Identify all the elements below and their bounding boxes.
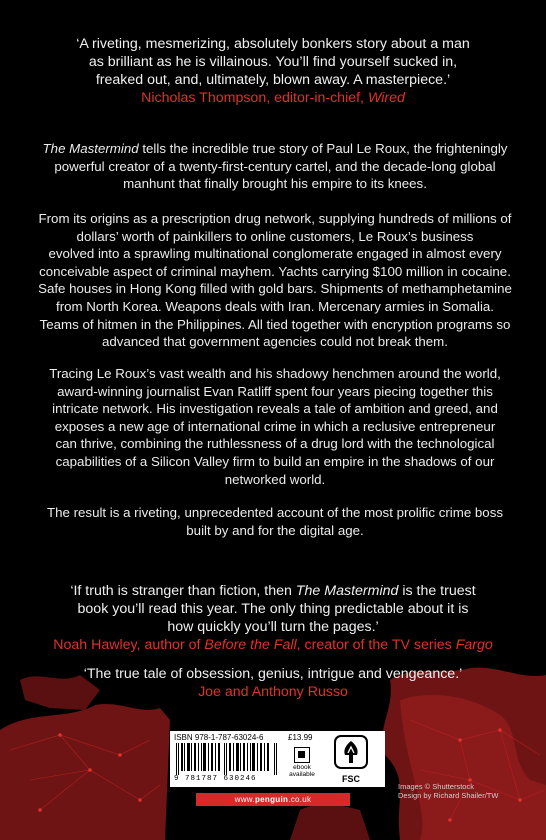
isbn-label: ISBN 978-1-787-63024-6 (174, 733, 264, 742)
quote-attribution: Joe and Anthony Russo (198, 684, 348, 700)
book-title-inline: The Mastermind (42, 141, 139, 156)
review-quote-wired (30, 35, 516, 107)
blurb-line: built by and for the digital age. (186, 522, 364, 538)
quote-line: ‘A riveting, mesmerizing, absolutely bonkers story about a man (76, 36, 470, 52)
ebook-label: ebook (293, 764, 311, 771)
blurb-line: Safe houses in Hong Kong filled with gold bars. Shipments of methamphetamine (38, 281, 512, 297)
blurb-line: The result is a riveting, unprecedented account of the most prolific crime boss (46, 505, 503, 520)
quote-line: freaked out, and, ultimately, blown away. A masterpiece.’ (95, 72, 451, 88)
blurb-text: tells the incredible true story of Paul Le Roux, the frighteningly (138, 141, 508, 156)
quote-text: is the truest (398, 583, 476, 599)
price-label: £13.99 (288, 733, 313, 742)
quote-attribution (30, 636, 516, 654)
blurb-paragraph-3 (30, 365, 520, 488)
url-brand: penguin (254, 795, 289, 804)
blurb-line: conceivable aspect of criminal mayhem. Yachts carrying $100 million in cocaine. (39, 263, 511, 279)
attribution-publication: Wired (367, 90, 405, 106)
quote-line (30, 582, 516, 600)
blurb-line: from North Korea. Weapons deals with Iran. Mercenary armies in Somalia. (56, 298, 494, 314)
blurb-line: powerful creator of a twenty-first-century cartel, and the decade-long global (54, 158, 496, 174)
blurb-line: capabilities of a Silicon Valley firm to build an empire in the shadows of our (55, 453, 495, 469)
url-suffix: .co.uk (288, 795, 312, 804)
quote-line: as brilliant as he is villainous. You’ll find yourself sucked in, (88, 54, 458, 70)
barcode-panel (170, 731, 385, 787)
image-credit: Images © Shutterstock (398, 782, 474, 791)
attribution-name: Noah Hawley, author of (53, 637, 205, 653)
blurb-line: Teams of hitmen in the Philippines. All tied together with encryption programs so (39, 316, 511, 332)
blurb-line: evolved into a sprawling multinational conglomerate engaged in almost every (48, 246, 502, 262)
cover-credits (398, 782, 498, 800)
barcode-digits: 9 781787 630246 (174, 775, 257, 783)
ebook-badge (288, 747, 316, 783)
blurb-paragraph-4 (30, 504, 520, 539)
barcode-graphic (174, 743, 282, 775)
url-prefix: www. (234, 795, 255, 804)
quote-text: ‘If truth is stranger than fiction, then (70, 583, 296, 599)
publisher-url[interactable] (196, 793, 350, 806)
blurb-intro (30, 140, 520, 193)
blurb-line: award-winning journalist Evan Ratliff spent four years piecing together this (57, 383, 493, 399)
blurb-line: networked world. (224, 471, 326, 487)
fsc-tree-icon (334, 735, 368, 769)
blurb-line: intricate network. His investigation reveals a tale of ambition and greed, and (52, 401, 498, 417)
ebook-label-2: available (289, 771, 315, 778)
blurb-paragraph-2 (30, 210, 520, 351)
ebook-icon (294, 747, 310, 763)
design-credit: Design by Richard Shailer/TW (398, 791, 499, 800)
review-quote-hawley (30, 582, 516, 654)
blurb-line: exposes a new age of international crime in which a reclusive entrepreneur (54, 418, 496, 434)
fsc-label: FSC (342, 774, 360, 784)
attribution-text: , creator of the TV series (296, 637, 456, 653)
fsc-logo (322, 735, 380, 783)
blurb-line: can thrive, combining the ruthlessness of a drug lord with the technological (55, 436, 495, 452)
quote-line: ‘The true tale of obsession, genius, intrigue and vengeance.’ (83, 666, 463, 682)
book-title-inline: The Mastermind (295, 583, 399, 599)
blurb-line: manhunt that finally brought his empire to its knees. (123, 176, 427, 192)
attribution-show: Fargo (455, 637, 493, 653)
quote-attribution (30, 89, 516, 107)
quote-line: how quickly you’ll turn the pages.’ (167, 619, 379, 635)
blurb-line: From its origins as a prescription drug network, supplying hundreds of millions of (38, 211, 512, 226)
attribution-book: Before the Fall (204, 637, 297, 653)
review-quote-russo (30, 665, 516, 701)
blurb-line (30, 140, 520, 158)
blurb-line: advanced that government agencies could not break them. (102, 334, 448, 350)
blurb-line: Tracing Le Roux’s vast wealth and his shadowy henchmen around the world, (49, 366, 501, 381)
blurb-line: dollars’ worth of painkillers to online customers, Le Roux’s business (76, 228, 474, 244)
quote-line: book you’ll read this year. The only thing predictable about it is (77, 601, 469, 617)
attribution-name: Nicholas Thompson, editor-in-chief, (141, 90, 364, 106)
